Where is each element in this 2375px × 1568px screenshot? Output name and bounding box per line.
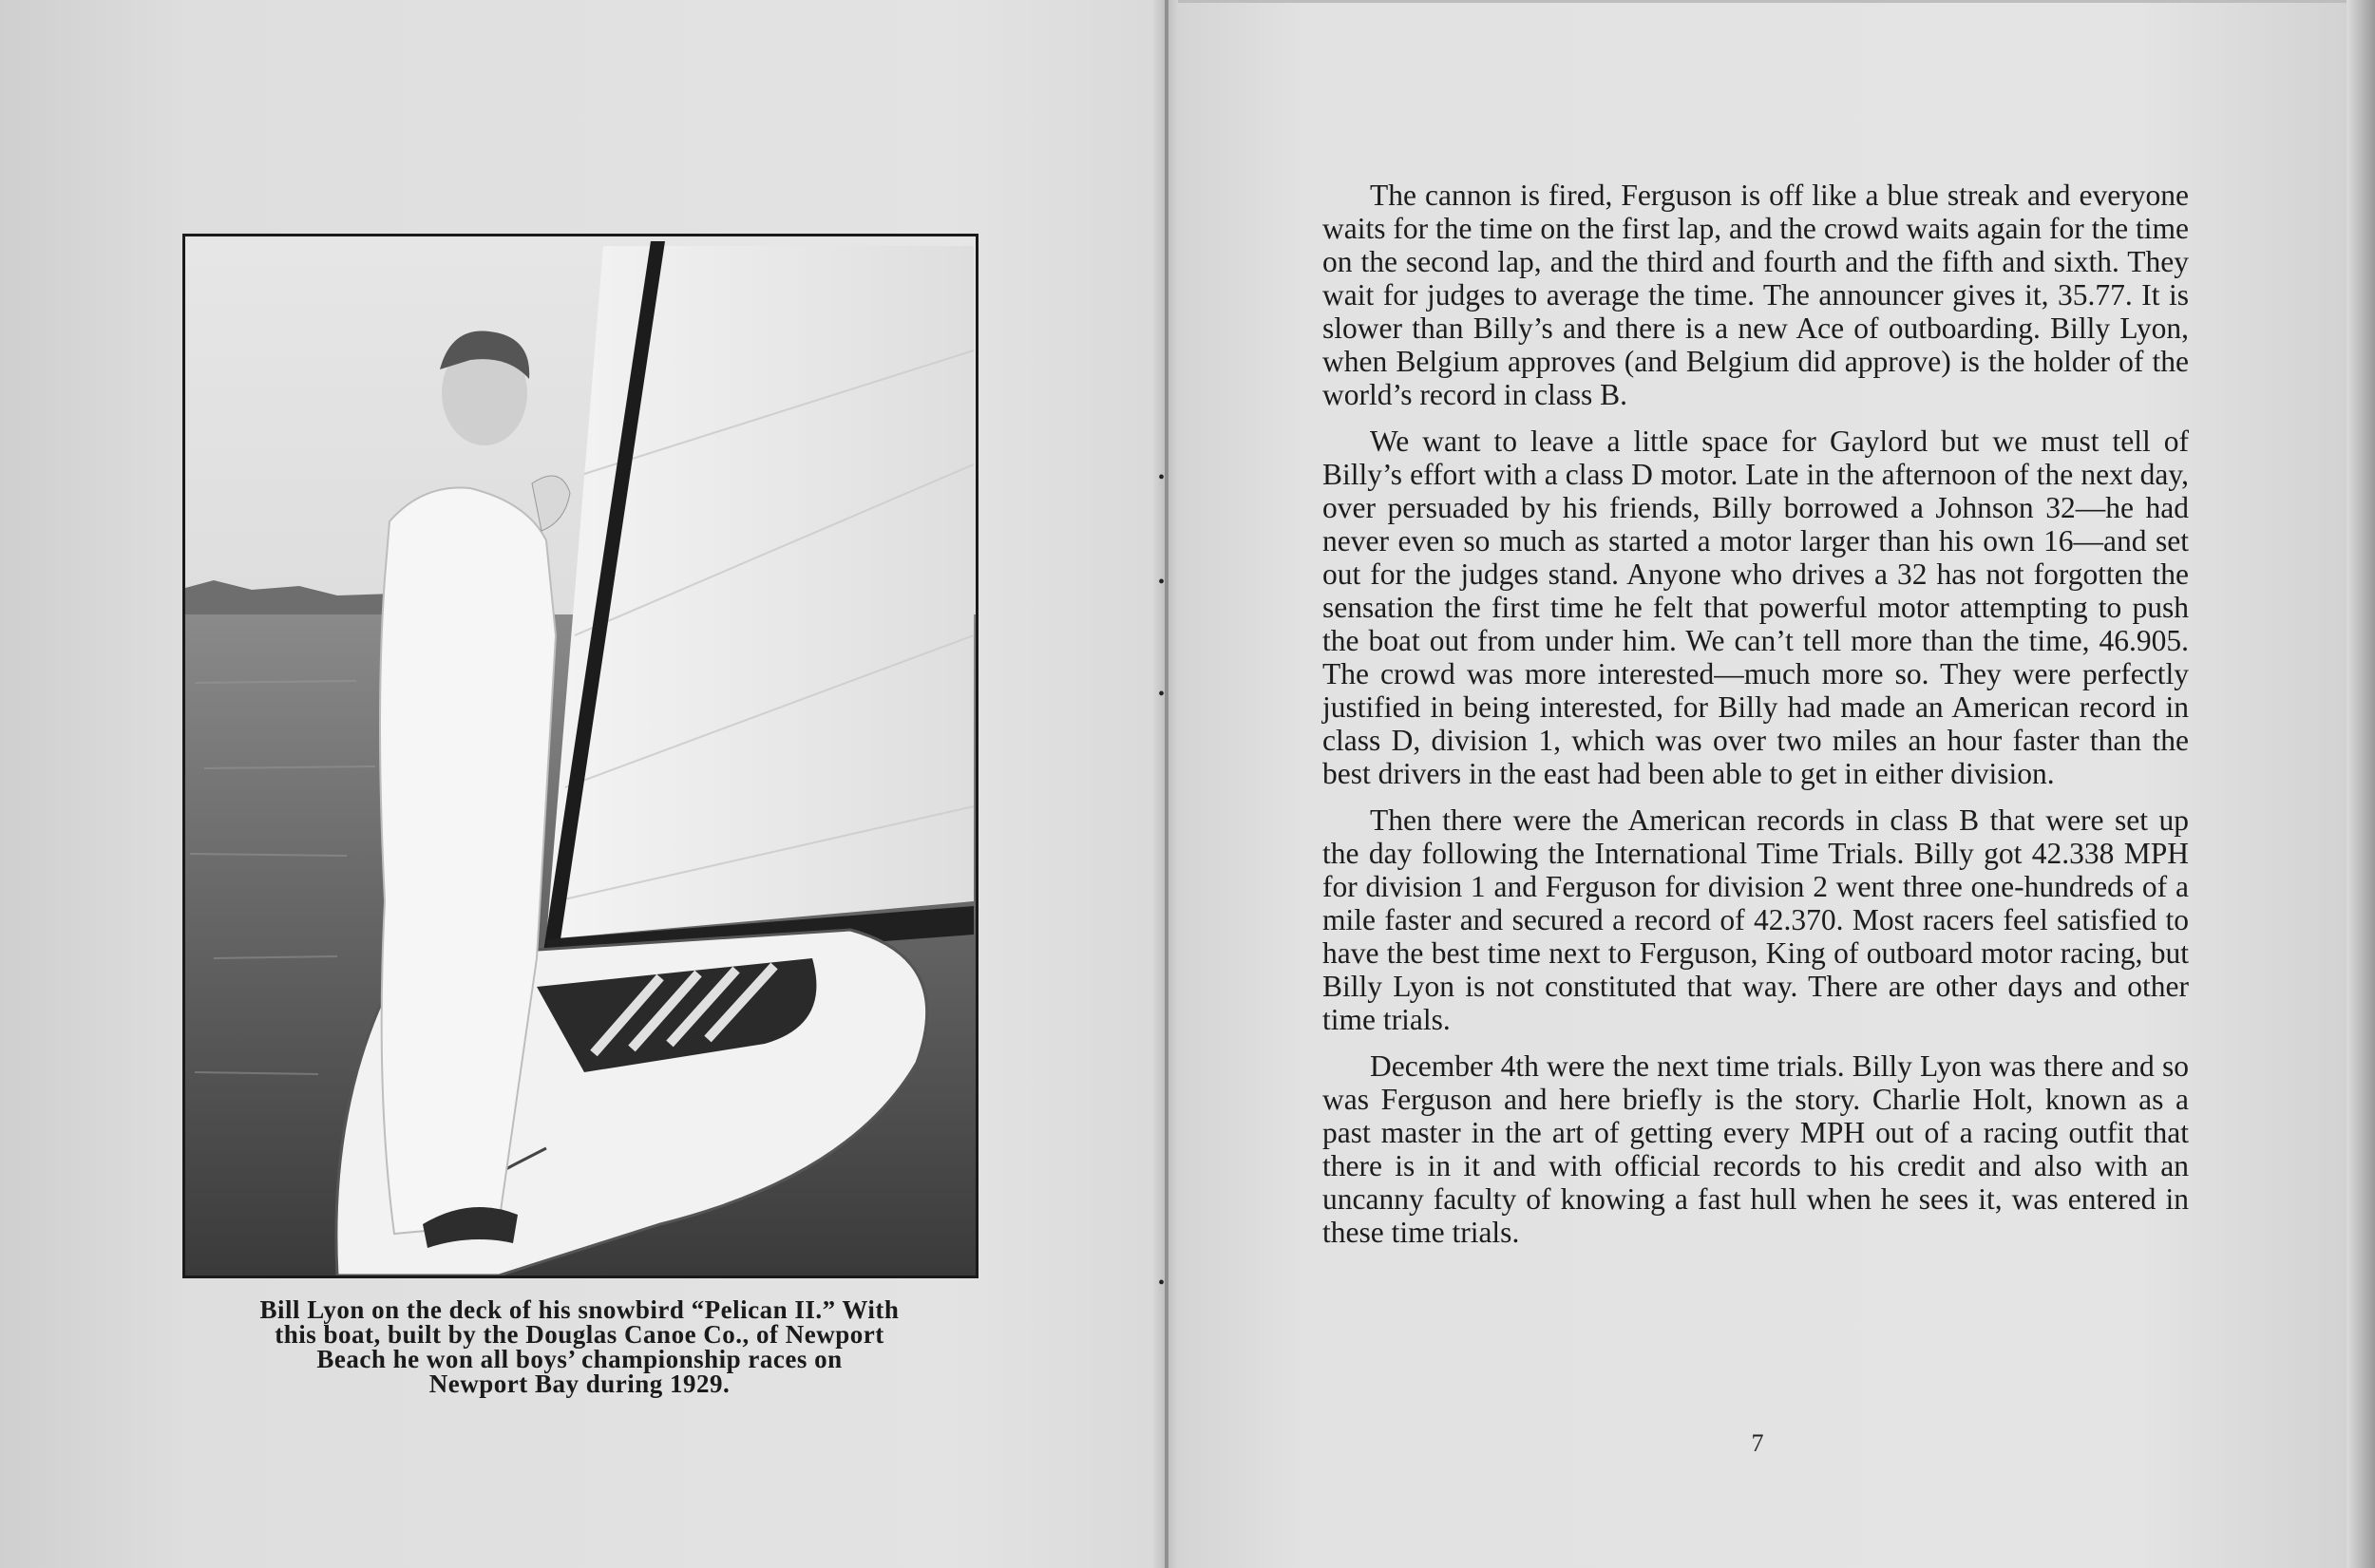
caption-line: Bill Lyon on the deck of his snowbird “Pelican II.” With <box>259 1295 900 1324</box>
article-body <box>1322 179 2189 1262</box>
book-spine <box>1165 0 1168 1568</box>
photo-caption <box>180 1297 978 1396</box>
photograph <box>182 234 978 1278</box>
binding-stitch: • <box>1158 684 1166 705</box>
boat-photo-illustration <box>185 236 976 1275</box>
caption-line: Beach he won all boys’ championship races on <box>316 1345 843 1373</box>
paragraph: Then there were the American records in class B that were set up the day following the International Time Trials. Billy got 42.338 MPH for division 1 and Ferguson for division 2 went three one-hundreds of a mile faster and secured a record of 42.370. Most racers feel satisfied to have the best time next to Ferguson, King of outboard motor racing, but Billy Lyon is not constituted that way. There are other days and other time trials. <box>1322 803 2189 1036</box>
page-right-edge <box>2346 0 2375 1568</box>
paragraph: We want to leave a little space for Gaylord but we must tell of Billy’s effort with a class D motor. Late in the afternoon of the next day, over persuaded by his friends, Billy borrowed a Johnson 32—he had never even so much as started a motor larger than his own 16—and set out for the judges stand. Anyone who drives a 32 has not forgotten the sensation the first time he felt that powerful motor attempting to push the boat out from under him. We can’t tell more than the time, 46.905. The crowd was more interested—much more so. They were perfectly justified in being interested, for Billy had made an American record in class D, division 1, which was over two miles an hour faster than the best drivers in the east had been able to get in either division. <box>1322 425 2189 790</box>
page-top-edge <box>1178 0 2346 3</box>
page-number: 7 <box>1751 1429 1764 1457</box>
caption-line: Newport Bay during 1929. <box>428 1370 731 1398</box>
binding-stitch: • <box>1158 1273 1166 1294</box>
paragraph: December 4th were the next time trials. Billy Lyon was there and so was Ferguson and here briefly is the story. Charlie Holt, known as a past master in the art of getting every MPH out of a racing outfit that there is in it and with official records to his credit and also with an uncanny faculty of knowing a fast hull when he sees it, was entered in these time trials. <box>1322 1049 2189 1249</box>
paragraph: The cannon is fired, Ferguson is off like a blue streak and everyone waits for the time on the first lap, and the crowd waits again for the time on the second lap, and the third and fourth and the fifth and sixth. They wait for judges to average the time. The announcer gives it, 35.77. It is slower than Billy’s and there is a new Ace of outboarding. Billy Lyon, when Belgium approves (and Belgium did approve) is the holder of the world’s record in class B. <box>1322 179 2189 411</box>
binding-stitch: • <box>1158 572 1166 593</box>
caption-line: this boat, built by the Douglas Canoe Co., of Newport <box>275 1320 884 1349</box>
binding-stitch: • <box>1158 467 1166 488</box>
